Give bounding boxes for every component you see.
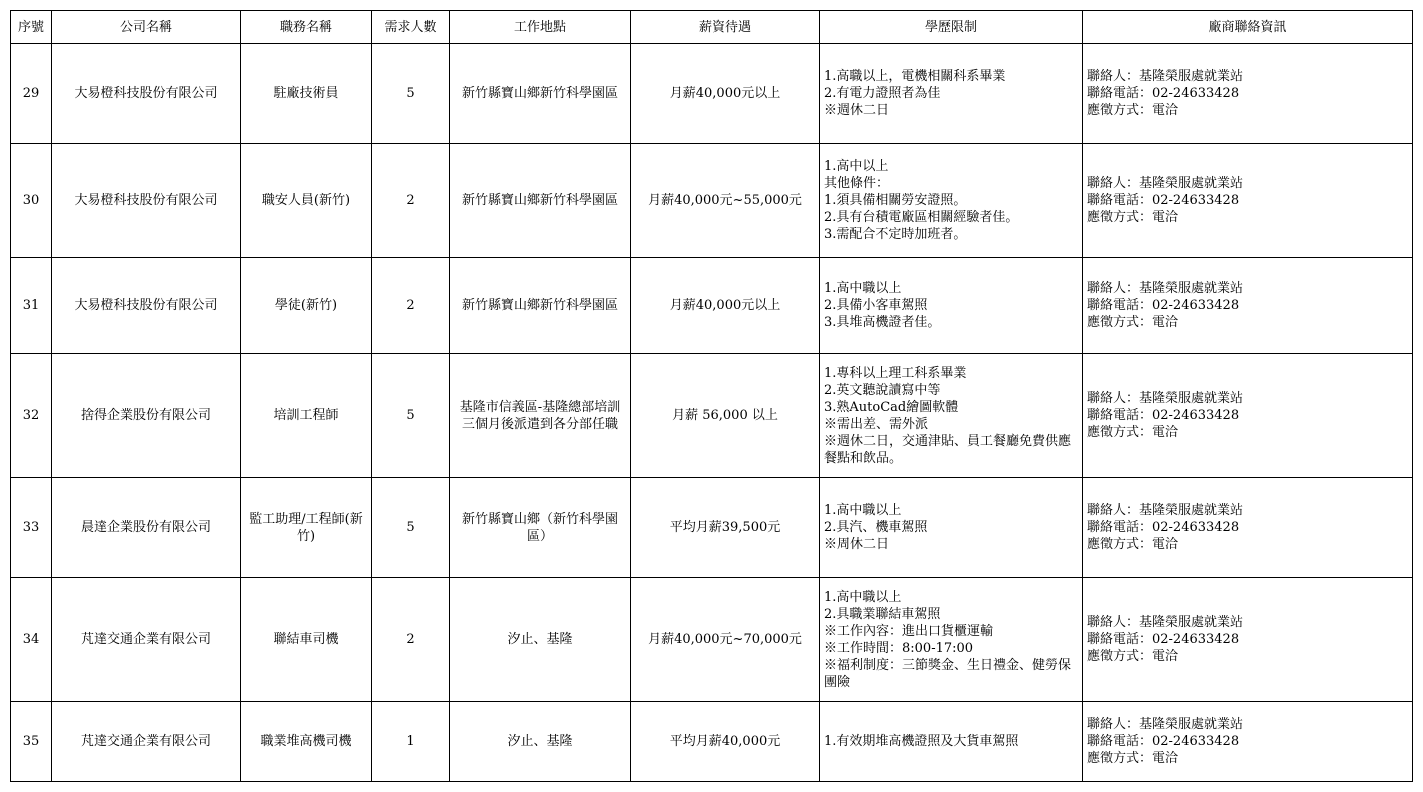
- salary: 月薪40,000元以上: [631, 44, 820, 144]
- job-title: 職安人員(新竹): [241, 144, 372, 258]
- contact-line: 聯絡電話：02-24633428: [1087, 408, 1240, 423]
- job-listing-table: [10, 10, 1413, 782]
- contact-line: 聯絡人：基隆榮服處就業站: [1087, 176, 1244, 191]
- contact-line: 聯絡人：基隆榮服處就業站: [1087, 503, 1244, 518]
- company-name: 大易橙科技股份有限公司: [52, 144, 241, 258]
- headcount: 5: [372, 478, 450, 578]
- table-row: [11, 144, 1413, 258]
- contact-line: 應徵方式：電洽: [1087, 425, 1179, 440]
- contact-line: 聯絡人：基隆榮服處就業站: [1087, 281, 1244, 296]
- row-number: 29: [11, 44, 52, 144]
- contact-info: [1083, 144, 1413, 258]
- education-line: 3.具堆高機證者佳。: [824, 315, 941, 330]
- education-line: 1.專科以上理工科系畢業: [824, 365, 967, 381]
- education-line: 2.有電力證照者為佳: [824, 86, 941, 101]
- table-row: [11, 44, 1413, 144]
- contact-info: [1083, 258, 1413, 354]
- header-education: 學歷限制: [820, 11, 1083, 44]
- work-location: 基隆市信義區-基隆總部培訓三個月後派遣到各分部任職: [450, 354, 631, 478]
- headcount: 2: [372, 258, 450, 354]
- contact-info: [1083, 702, 1413, 782]
- company-name: 大易橙科技股份有限公司: [52, 44, 241, 144]
- work-location: 新竹縣寶山鄉新竹科學園區: [450, 258, 631, 354]
- contact-line: 聯絡人：基隆榮服處就業站: [1087, 391, 1244, 406]
- salary: 平均月薪39,500元: [631, 478, 820, 578]
- job-title: 駐廠技術員: [241, 44, 372, 144]
- education-requirements: [820, 478, 1083, 578]
- job-title: 監工助理/工程師(新竹): [241, 478, 372, 578]
- contact-line: 聯絡電話：02-24633428: [1087, 632, 1240, 647]
- table-row: [11, 258, 1413, 354]
- header-title: 職務名稱: [241, 11, 372, 44]
- education-line: 1.須具備相關勞安證照。: [824, 193, 967, 208]
- job-title: 職業堆高機司機: [241, 702, 372, 782]
- work-location: 新竹縣寶山鄉新竹科學園區: [450, 144, 631, 258]
- headcount: 2: [372, 578, 450, 702]
- education-line: 1.高職以上，電機相關科系畢業: [824, 69, 1006, 84]
- header-row: [11, 11, 1413, 44]
- company-name: 捨得企業股份有限公司: [52, 354, 241, 478]
- education-line: 1.高中以上: [824, 159, 889, 174]
- row-number: 30: [11, 144, 52, 258]
- header-salary: 薪資待遇: [631, 11, 820, 44]
- row-number: 35: [11, 702, 52, 782]
- header-contact: 廠商聯絡資訊: [1083, 11, 1413, 44]
- contact-info: [1083, 354, 1413, 478]
- table-row: [11, 354, 1413, 478]
- contact-line: 聯絡電話：02-24633428: [1087, 193, 1240, 208]
- table-row: [11, 702, 1413, 782]
- education-line: 2.具汽、機車駕照: [824, 520, 928, 535]
- contact-line: 聯絡電話：02-24633428: [1087, 298, 1240, 313]
- education-line: 2.具備小客車駕照: [824, 298, 928, 313]
- contact-info: [1083, 578, 1413, 702]
- education-line: 2.具職業聯結車駕照: [824, 606, 941, 622]
- education-line: 3.熟AutoCad繪圖軟體: [824, 399, 959, 415]
- education-line: ※週休二日: [824, 103, 890, 118]
- education-line: 1.高中職以上: [824, 281, 902, 296]
- headcount: 5: [372, 44, 450, 144]
- contact-line: 聯絡人：基隆榮服處就業站: [1087, 615, 1244, 630]
- headcount: 1: [372, 702, 450, 782]
- salary: 月薪40,000元~55,000元: [631, 144, 820, 258]
- salary: 月薪40,000元~70,000元: [631, 578, 820, 702]
- row-number: 31: [11, 258, 52, 354]
- table-row: [11, 578, 1413, 702]
- headcount: 2: [372, 144, 450, 258]
- contact-line: 應徵方式：電洽: [1087, 649, 1179, 664]
- contact-info: [1083, 44, 1413, 144]
- table-row: [11, 478, 1413, 578]
- contact-line: 應徵方式：電洽: [1087, 210, 1179, 225]
- education-line: ※週休二日，交通津貼、員工餐廳免費供應餐點和飲品。: [824, 433, 1072, 466]
- education-line: ※工作內容：進出口貨櫃運輸: [824, 623, 994, 639]
- contact-line: 應徵方式：電洽: [1087, 537, 1179, 552]
- education-line: ※工作時間：8:00-17:00: [824, 640, 974, 656]
- work-location: 新竹縣寶山鄉新竹科學園區: [450, 44, 631, 144]
- education-requirements: [820, 578, 1083, 702]
- salary: 平均月薪40,000元: [631, 702, 820, 782]
- company-name: 大易橙科技股份有限公司: [52, 258, 241, 354]
- education-line: 1.高中職以上: [824, 503, 902, 518]
- contact-line: 聯絡人：基隆榮服處就業站: [1087, 717, 1244, 732]
- company-name: 芃達交通企業有限公司: [52, 578, 241, 702]
- education-line: ※需出差、需外派: [824, 416, 929, 432]
- row-number: 32: [11, 354, 52, 478]
- education-line: 2.具有台積電廠區相關經驗者佳。: [824, 210, 1019, 225]
- row-number: 33: [11, 478, 52, 578]
- company-name: 晨達企業股份有限公司: [52, 478, 241, 578]
- contact-info: [1083, 478, 1413, 578]
- education-line: ※周休二日: [824, 537, 890, 552]
- education-line: 2.英文聽說讀寫中等: [824, 382, 941, 398]
- salary: 月薪40,000元以上: [631, 258, 820, 354]
- contact-line: 應徵方式：電洽: [1087, 751, 1179, 766]
- headcount: 5: [372, 354, 450, 478]
- header-location: 工作地點: [450, 11, 631, 44]
- contact-line: 應徵方式：電洽: [1087, 315, 1179, 330]
- education-line: ※福利制度：三節獎金、生日禮金、健勞保團險: [824, 657, 1072, 690]
- header-no: 序號: [11, 11, 52, 44]
- contact-line: 聯絡電話：02-24633428: [1087, 734, 1240, 749]
- work-location: 汐止、基隆: [450, 578, 631, 702]
- company-name: 芃達交通企業有限公司: [52, 702, 241, 782]
- contact-line: 聯絡人：基隆榮服處就業站: [1087, 69, 1244, 84]
- job-title: 聯結車司機: [241, 578, 372, 702]
- salary: 月薪 56,000 以上: [631, 354, 820, 478]
- job-title: 培訓工程師: [241, 354, 372, 478]
- education-requirements: [820, 354, 1083, 478]
- contact-line: 聯絡電話：02-24633428: [1087, 520, 1240, 535]
- education-line: 其他條件：: [824, 176, 890, 191]
- education-requirements: [820, 144, 1083, 258]
- contact-line: 應徵方式：電洽: [1087, 103, 1179, 118]
- education-requirements: [820, 44, 1083, 144]
- education-requirements: [820, 702, 1083, 782]
- education-requirements: [820, 258, 1083, 354]
- row-number: 34: [11, 578, 52, 702]
- work-location: 汐止、基隆: [450, 702, 631, 782]
- header-count: 需求人數: [372, 11, 450, 44]
- header-company: 公司名稱: [52, 11, 241, 44]
- education-line: 1.高中職以上: [824, 589, 902, 605]
- contact-line: 聯絡電話：02-24633428: [1087, 86, 1240, 101]
- work-location: 新竹縣寶山鄉（新竹科學園區）: [450, 478, 631, 578]
- job-title: 學徒(新竹): [241, 258, 372, 354]
- education-line: 3.需配合不定時加班者。: [824, 227, 967, 242]
- education-line: 1.有效期堆高機證照及大貨車駕照: [824, 734, 1019, 749]
